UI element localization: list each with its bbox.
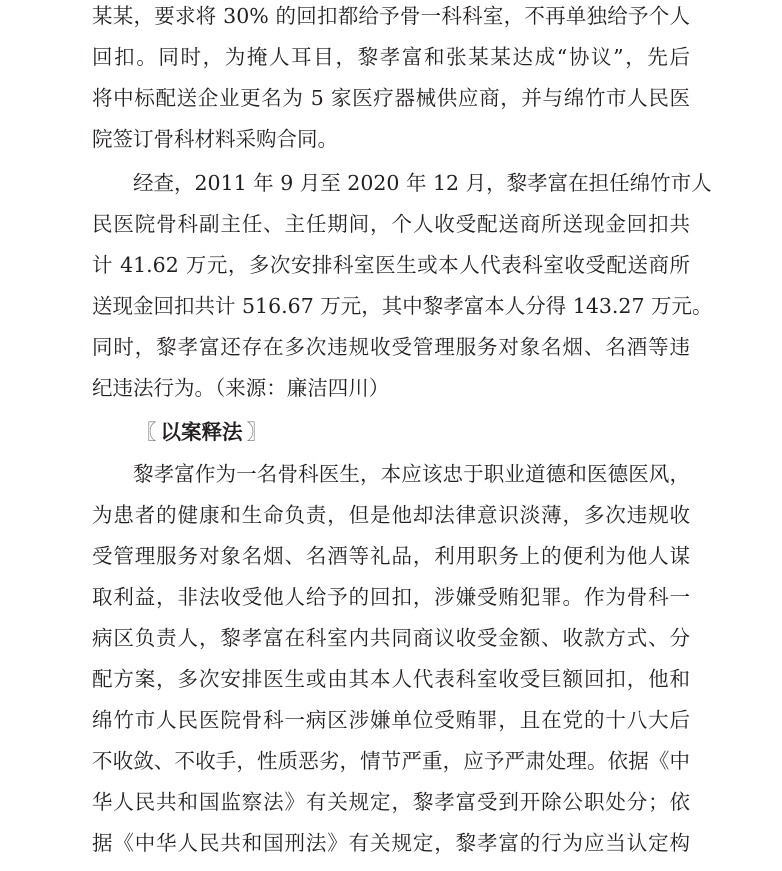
text-line: 将中标配送企业更名为 5 家医疗器械供应商，并与绵竹市人民医 [92, 86, 690, 110]
text-line: 院签订骨科材料采购合同。 [92, 127, 338, 151]
text-line: 受管理服务对象名烟、名酒等礼品，利用职务上的便利为他人谋 [92, 544, 690, 568]
text-line: 同时，黎孝富还存在多次违规收受管理服务对象名烟、名酒等违 [92, 335, 690, 359]
heading-open-bracket: 〖 [136, 420, 157, 444]
text-line: 为患者的健康和生命负责，但是他却法律意识淡薄，多次违规收 [92, 503, 690, 527]
text-line: 华人民共和国监察法》有关规定，黎孝富受到开除公职处分；依 [92, 790, 690, 814]
text-line: 病区负责人，黎孝富在科室内共同商议收受金额、收款方式、分 [92, 626, 690, 650]
text-line: 某某，要求将 30% 的回扣都给予骨一科科室，不再单独给予个人 [92, 4, 690, 28]
heading-title: 以案释法 [160, 420, 243, 444]
text-line: 经查，2011 年 9 月至 2020 年 12 月，黎孝富在担任绵竹市人 [133, 171, 712, 195]
text-line: 据《中华人民共和国刑法》有关规定，黎孝富的行为应当认定构 [92, 831, 690, 855]
text-line: 纪违法行为。（来源：廉洁四川） [92, 376, 390, 400]
text-line: 绵竹市人民医院骨科一病区涉嫌单位受贿罪，且在党的十八大后 [92, 708, 690, 732]
section-heading [136, 412, 267, 452]
text-line: 民医院骨科副主任、主任期间，个人收受配送商所送现金回扣共 [92, 212, 690, 236]
text-line: 送现金回扣共计 516.67 万元，其中黎孝富本人分得 143.27 万元。 [92, 294, 713, 318]
text-line: 不收敛、不收手，性质恶劣，情节严重，应予严肃处理。依据《中 [92, 749, 690, 773]
text-line: 黎孝富作为一名骨科医生，本应该忠于职业道德和医德医风， [133, 462, 690, 486]
heading-close-bracket: 〗 [246, 420, 267, 444]
text-line: 回扣。同时，为掩人耳目，黎孝富和张某某达成“协议”，先后 [92, 45, 690, 69]
text-line: 计 41.62 万元，多次安排科室医生或本人代表科室收受配送商所 [92, 253, 690, 277]
text-line: 配方案，多次安排医生或由其本人代表科室收受巨额回扣，他和 [92, 667, 690, 691]
text-line: 取利益，非法收受他人给予的回扣，涉嫌受贿犯罪。作为骨科一 [92, 585, 690, 609]
